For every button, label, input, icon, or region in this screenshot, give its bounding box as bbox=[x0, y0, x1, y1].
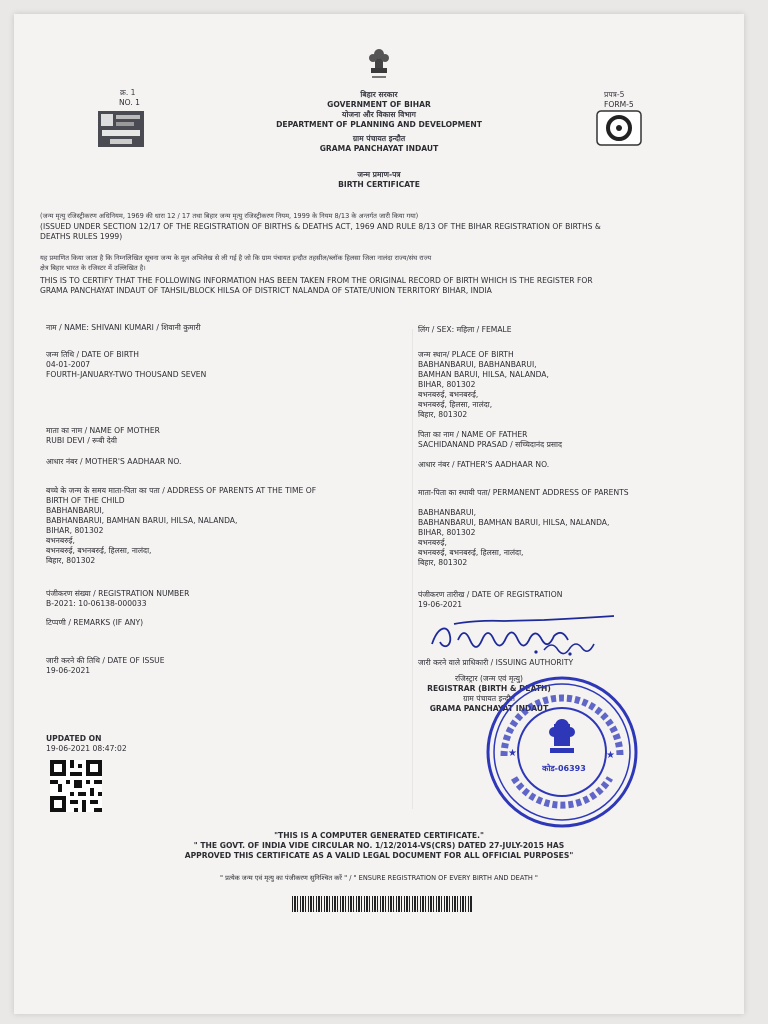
registrar-panchayat-en: GRAMA PANCHAYAT INDAUT bbox=[429, 704, 549, 713]
panchayat-title-hi: ग्राम पंचायत इन्दौत bbox=[352, 134, 406, 143]
certify-hi-1: यह प्रमाणित किया जाता है कि निम्नलिखित सूचना जन्म के मूल अभिलेख से ली गई है जो कि ग्राम पंचायत इन्दौत तहसील/ब्लॉक हिलसा जिला नालंदा राज्य/संघ राज्य bbox=[40, 254, 432, 262]
mother-aadhaar-label: आधार नंबर / MOTHER'S AADHAAR NO. bbox=[46, 457, 182, 466]
place-of-birth-line-6: बिहार, 801302 bbox=[418, 410, 468, 419]
place-of-birth-line-3: BIHAR, 801302 bbox=[418, 380, 476, 389]
seal-code: कोड-06393 bbox=[542, 764, 586, 773]
place-of-birth-line-2: BAMHAN BARUI, HILSA, NALANDA, bbox=[418, 370, 549, 379]
father-name-value: SACHIDANAND PRASAD / सच्चिदानंद प्रसाद bbox=[418, 440, 563, 449]
certificate-sheet bbox=[14, 14, 744, 1014]
place-of-birth-line-5: बभनबरुई, हिलसा, नालंदा, bbox=[418, 400, 493, 409]
footer-line-1: "THIS IS A COMPUTER GENERATED CERTIFICATE." bbox=[274, 831, 484, 840]
registration-date-label: पंजीकरण तारीख / DATE OF REGISTRATION bbox=[418, 590, 563, 599]
address-at-birth-line-3: BIHAR, 801302 bbox=[46, 526, 104, 535]
remarks-label: टिप्पणी / REMARKS (IF ANY) bbox=[46, 618, 144, 627]
dob-label: जन्म तिथि / DATE OF BIRTH bbox=[46, 350, 139, 359]
dept-title-en: DEPARTMENT OF PLANNING AND DEVELOPMENT bbox=[276, 120, 482, 129]
certificate-title-en: BIRTH CERTIFICATE bbox=[338, 180, 420, 189]
registrar-signature bbox=[424, 606, 624, 662]
permanent-address-line-3: BIHAR, 801302 bbox=[418, 528, 476, 537]
address-at-birth-line-4: बभनबरुई, bbox=[46, 536, 75, 545]
updated-label: UPDATED ON bbox=[46, 734, 102, 743]
dept-title-hi: योजना और विकास विभाग bbox=[342, 110, 416, 119]
permanent-address-line-6: बिहार, 801302 bbox=[418, 558, 468, 567]
national-emblem-icon bbox=[366, 48, 392, 86]
sex-field: लिंग / SEX: महिला / FEMALE bbox=[418, 325, 512, 334]
registration-date-value: 19-06-2021 bbox=[418, 600, 463, 609]
address-at-birth-label-2: BIRTH OF THE CHILD bbox=[46, 496, 125, 505]
father-aadhaar-label: आधार नंबर / FATHER'S AADHAAR NO. bbox=[418, 460, 550, 469]
permanent-address-line-1: BABHANBARUI, bbox=[418, 508, 477, 517]
permanent-address-line-5: बभनबरुई, बभनबरुई, हिलसा, नालंदा, bbox=[418, 548, 524, 557]
registrar-title-en: REGISTRAR (BIRTH & DEATH) bbox=[427, 684, 551, 693]
govt-title-en: GOVERNMENT OF BIHAR bbox=[327, 100, 431, 109]
permanent-address-line-2: BABHANBARUI, BAMHAN BARUI, HILSA, NALANDA, bbox=[418, 518, 610, 527]
certify-en-2: GRAMA PANCHAYAT INDAUT OF TAHSIL/BLOCK HILSA OF DISTRICT NALANDA OF STATE/UNION TERRITORY BIHAR, INDIA bbox=[40, 286, 492, 295]
address-at-birth-label-1: बच्चे के जन्म के समय माता-पिता का पता / ADDRESS OF PARENTS AT THE TIME OF bbox=[46, 486, 317, 495]
place-of-birth-line-4: बभनबरुई, बभनबरुई, bbox=[418, 390, 479, 399]
permanent-address-label: माता-पिता का स्थायी पता/ PERMANENT ADDRESS OF PARENTS bbox=[418, 488, 629, 497]
child-name: नाम / NAME: SHIVANI KUMARI / शिवानी कुमारी bbox=[46, 323, 201, 332]
column-divider bbox=[412, 329, 413, 809]
registrar-panchayat-hi: ग्राम पंचायत इन्दौत bbox=[463, 694, 515, 703]
dob-value: 04-01-2007 bbox=[46, 360, 91, 369]
issuing-authority-label: जारी करने वाले प्राधिकारी / ISSUING AUTHORITY bbox=[418, 658, 574, 667]
address-at-birth-line-5: बभनबरुई, बभनबरुई, हिलसा, नालंदा, bbox=[46, 546, 152, 555]
certify-hi-2: क्षेत्र बिहार भारत के रजिस्टर में उल्लिखित है। bbox=[40, 264, 146, 272]
registration-number-value: B-2021: 10-06138-000033 bbox=[46, 599, 147, 608]
certify-en-1: THIS IS TO CERTIFY THAT THE FOLLOWING INFORMATION HAS BEEN TAKEN FROM THE ORIGINAL RECORD OF BIRTH WHICH IS THE REGISTER FOR bbox=[40, 276, 593, 285]
issued-under-hi: (जन्म मृत्यु रजिस्ट्रीकरण अधिनियम, 1969 की धारा 12 / 17 तथा बिहार जन्म मृत्यु रजिस्ट्रीकरण नियम, 1999 के नियम 8/13 के अन्तर्गत जारी किया गया) bbox=[40, 212, 419, 220]
footer-line-3: APPROVED THIS CERTIFICATE AS A VALID LEGAL DOCUMENT FOR ALL OFFICIAL PURPOSES" bbox=[184, 851, 574, 860]
dob-words: FOURTH-JANUARY-TWO THOUSAND SEVEN bbox=[46, 370, 207, 379]
registration-number-label: पंजीकरण संख्या / REGISTRATION NUMBER bbox=[46, 589, 190, 598]
mother-name-value: RUBI DEVI / रूबी देवी bbox=[46, 436, 118, 445]
panchayat-title-en: GRAMA PANCHAYAT INDAUT bbox=[319, 144, 439, 153]
issue-date-label: जारी करने की तिथि / DATE OF ISSUE bbox=[46, 656, 165, 665]
issue-date-value: 19-06-2021 bbox=[46, 666, 91, 675]
address-at-birth-line-2: BABHANBARUI, BAMHAN BARUI, HILSA, NALANDA, bbox=[46, 516, 238, 525]
crs-logo-icon bbox=[596, 110, 642, 146]
barcode bbox=[292, 896, 472, 912]
footer-line-2: " THE GOVT. OF INDIA VIDE CIRCULAR NO. 1/12/2014-VS(CRS) DATED 27-JULY-2015 HAS bbox=[193, 841, 565, 850]
issued-under-en-1: (ISSUED UNDER SECTION 12/17 OF THE REGISTRATION OF BIRTHS & DEATHS ACT, 1969 AND RULE 8/13 OF THE BIHAR REGISTRATION OF BIRTHS & bbox=[40, 222, 601, 231]
address-at-birth-line-1: BABHANBARUI, bbox=[46, 506, 105, 515]
qr-code-icon bbox=[50, 760, 102, 812]
svg-text:★: ★ bbox=[508, 748, 517, 759]
place-of-birth-line-1: BABHANBARUI, BABHANBARUI, bbox=[418, 360, 537, 369]
official-seal bbox=[484, 674, 640, 830]
permanent-address-line-4: बभनबरुई, bbox=[418, 538, 447, 547]
digital-india-logo-icon bbox=[98, 111, 144, 147]
place-of-birth-label: जन्म स्थान/ PLACE OF BIRTH bbox=[418, 350, 514, 359]
footer-line-4: " प्रत्येक जन्म एवं मृत्यु का पंजीकरण सुनिश्चित करें " / " ENSURE REGISTRATION OF EVERY BIRTH AND DEATH " bbox=[220, 874, 538, 882]
father-name-label: पिता का नाम / NAME OF FATHER bbox=[418, 430, 528, 439]
svg-text:★: ★ bbox=[606, 750, 615, 761]
updated-value: 19-06-2021 08:47:02 bbox=[46, 744, 127, 753]
mother-name-label: माता का नाम / NAME OF MOTHER bbox=[46, 426, 160, 435]
address-at-birth-line-6: बिहार, 801302 bbox=[46, 556, 96, 565]
right-code-en: FORM-5 bbox=[604, 100, 634, 109]
govt-title-hi: बिहार सरकार bbox=[360, 90, 398, 99]
left-code-hi: क्र. 1 bbox=[120, 88, 136, 97]
registrar-title-hi: रजिस्ट्रार (जन्म एवं मृत्यु) bbox=[455, 674, 523, 683]
issued-under-en-2: DEATHS RULES 1999) bbox=[40, 232, 123, 241]
certificate-title-hi: जन्म प्रमाण-पत्र bbox=[357, 170, 401, 179]
left-code-en: NO. 1 bbox=[119, 98, 141, 107]
right-code-hi: प्रपत्र-5 bbox=[604, 90, 625, 99]
